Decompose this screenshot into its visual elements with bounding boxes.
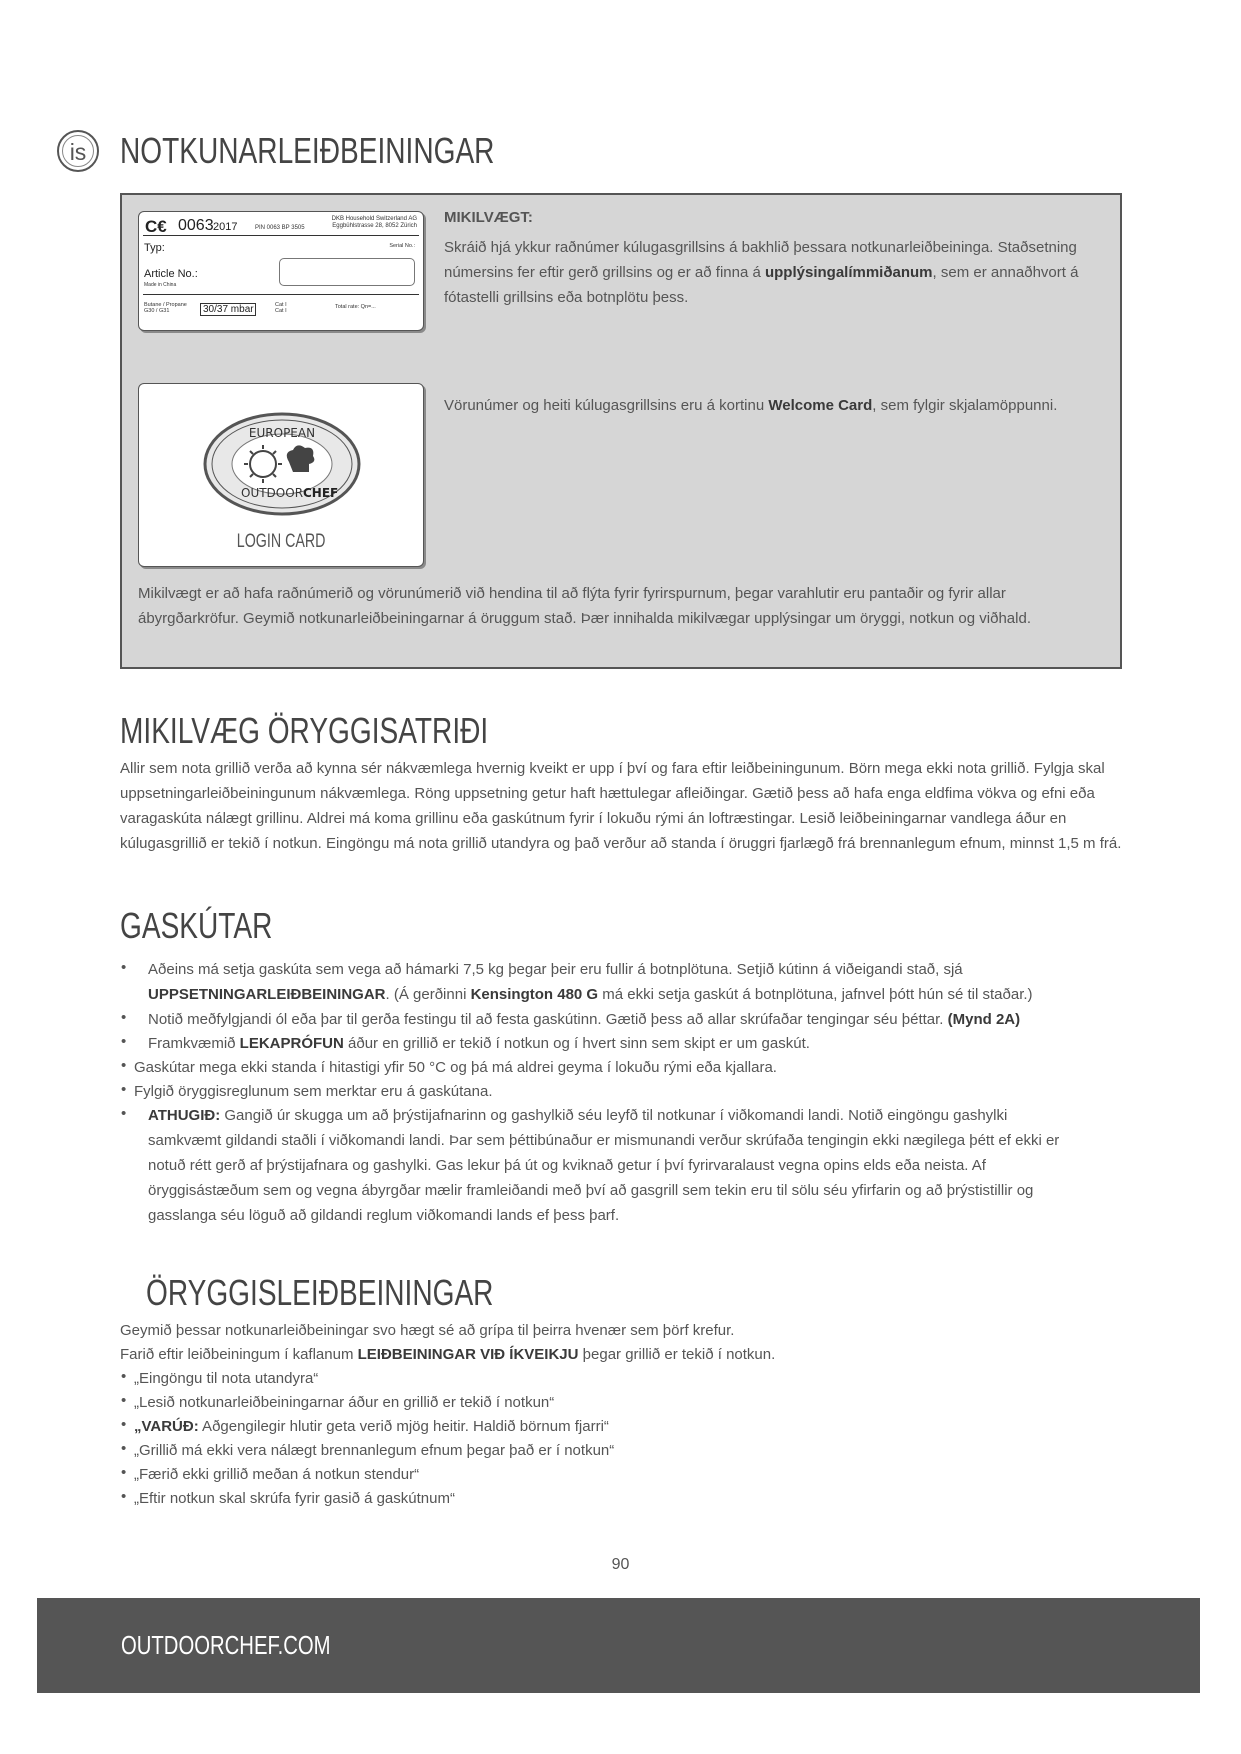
bullet-dot: •: [121, 1392, 127, 1409]
guideline-item-6: „Eftir notkun skal skrúfa fyrir gasið á gaskútnum“: [134, 1490, 455, 1507]
guidelines-p1: Geymið þessar notkunarleiðbeiningar svo hægt sé að grípa til þeirra hvenær sem þörf krefur.: [120, 1322, 735, 1339]
text: Gangið úr skugga um að þrýstijafnarinn og gashylkið séu leyfð til notkunar í viðkomandi landi. Notið eingöngu gashylki samkvæmt gildandi staðli í viðkomandi landi. Þar sem þéttibúnaður er mismunandi verður skrúfaða tengingin ekki nægilega þétt ef ekki er notuð rétt gerð af þrýstijafnara og gashylki. Gas lekur þá út og kviknað getur í því fyrirvaralaust vegna opins elds eða neista. Af öryggisástæðum sem og vegna ábyrgðar mælir framleiðandi með því að gasgrill sem tekin eru til sölu séu yfirfarin og að þrýstistillir og gasslanga séu löguð að gildandi reglum viðkomandi lands ef þess þarf.: [148, 1107, 1060, 1224]
bullet-dot: •: [121, 1368, 127, 1385]
ce-number: 0063: [178, 217, 214, 234]
bold-text: LEIÐBEININGAR VIÐ ÍKVEIKJU: [357, 1346, 579, 1363]
label-pin: PIN 0063 BP 3505: [255, 225, 305, 231]
guideline-item-5: „Færið ekki grillið meðan á notkun stendur“: [134, 1466, 420, 1483]
product-label-card: [138, 211, 424, 331]
bold-text: „VARÚÐ:: [134, 1418, 199, 1435]
label-category: [275, 302, 287, 314]
login-card-label: [139, 531, 423, 553]
text: Vörunúmer og heiti kúlugasgrillsins eru á kortinu: [444, 397, 769, 414]
bold-text: UPPSETNINGARLEIÐBEININGAR: [148, 986, 386, 1003]
outdoorchef-logo-icon: [203, 412, 361, 516]
important-info-box: [120, 193, 1122, 669]
label-typ: Typ:: [144, 242, 165, 254]
language-badge: [57, 130, 99, 172]
label-serial: Serial No.:: [389, 243, 415, 249]
keep-instructions-text: Mikilvægt er að hafa raðnúmerið og vörunúmerið við hendina til að flýta fyrir fyrirspurnum, þegar varahlutir eru pantaðir og fyrir allar ábyrgðarkröfur. Geymið notkunarleiðbeiningarnar á öruggum stað. Þær innihalda mikilvægar upplýsingar um öryggi, notkun og viðhald.: [138, 585, 1031, 627]
bullet-dot: •: [121, 1033, 127, 1050]
bullet-dot: •: [121, 1464, 127, 1481]
bullet-dot: •: [121, 1009, 127, 1026]
text: . (Á gerðinni: [385, 986, 471, 1003]
category-line: Cat I: [275, 308, 287, 314]
guidelines-p2: [120, 1342, 1120, 1367]
gas-title: GASKÚTAR: [120, 905, 273, 946]
bullet-dot: •: [121, 1105, 127, 1122]
bold-text: ATHUGIÐ:: [148, 1107, 221, 1124]
login-label-text: LOGIN CARD: [236, 531, 326, 552]
guideline-item-1: „Eingöngu til nota utandyra“: [134, 1370, 319, 1387]
gas-bullet-3: [148, 1031, 1108, 1056]
category-line: Cat I: [275, 302, 287, 308]
logo-bottom-text: OUTDOOR: [241, 486, 304, 500]
bold-text: upplýsingalímmiðanum: [764, 264, 933, 281]
gas-bullet-1: [148, 957, 1078, 1007]
bold-text: LEKAPRÓFUN: [239, 1035, 344, 1052]
guideline-item-3: [134, 1414, 609, 1439]
ce-mark-icon: C€: [145, 217, 167, 236]
text: áður en grillið er tekið í notkun og í hvert sinn sem skipt er um gaskút.: [343, 1035, 810, 1052]
footer-bar: [37, 1598, 1200, 1693]
safety-text: Allir sem nota grillið verða að kynna sér nákvæmlega hvernig kveikt er upp í því og fara eftir leiðbeiningunum. Börn mega ekki nota grillið. Fylgja skal uppsetningarleiðbeiningunum nákvæmlega. Röng uppsetning getur haft hættulegar afleiðingar. Gætið þess að hafa enga eldfima vökva og efni eða varagaskúta nálægt grillinu. Aldrei má koma grillinu eða gaskútnum fyrir í lokuðu rými án loftræstingar. Lesið leiðbeiningarnar vandlega áður en kúlugasgrillið er tekið í notkun. Eingöngu má nota grillið utandyra og það verður að standa í öruggri fjarlægð frá brennanlegum efnum, minnst 1,5 m frá.: [120, 760, 1122, 852]
bullet-dot: •: [121, 1057, 127, 1074]
page-number: 90: [611, 1556, 630, 1573]
text: , sem er annaðhvort á fótastelli grillsins eða botnplötu þess.: [444, 264, 1079, 306]
label-pressure: 30/37 mbar: [200, 303, 256, 316]
bullet-dot: •: [121, 1488, 127, 1505]
text: Skráið hjá ykkur raðnúmer kúlugasgrillsins á bakhlið þessara notkunarleiðbeininga. Staðsetning númersins fer eftir gerð grillsins og er að finna á: [444, 239, 1077, 281]
bold-text: Welcome Card: [768, 397, 873, 414]
label-article: Article No.:: [144, 268, 198, 280]
login-card: [138, 383, 424, 567]
label-year: 2017: [213, 221, 238, 233]
bold-text: (Mynd 2A): [947, 1011, 1021, 1028]
important-heading: MIKILVÆGT:: [444, 209, 533, 226]
gas-category-line: G30 / G31: [144, 308, 170, 314]
bullet-dot: •: [121, 1416, 127, 1433]
manufacturer-address: Eggbühlstrasse 28, 8052 Zürich: [332, 223, 417, 229]
bullet-dot: •: [121, 959, 127, 976]
gas-bullet-2: [148, 1007, 1108, 1032]
logo-top-text: EUROPEAN: [248, 426, 316, 440]
bold-text: Kensington 480 G: [470, 986, 599, 1003]
label-divider: [143, 294, 419, 295]
text: þegar grillið er tekið í notkun.: [578, 1346, 776, 1363]
guideline-item-2: „Lesið notkunarleiðbeiningarnar áður en grillið er tekið í notkun“: [134, 1394, 555, 1411]
serial-info-text: [444, 235, 1104, 310]
gas-type-line: Butane / Propane: [144, 302, 187, 308]
label-top-row: [143, 216, 419, 236]
text: Aðgengilegir hlutir geta verið mjög heitir. Haldið börnum fjarri“: [198, 1418, 609, 1435]
language-code: is: [69, 139, 87, 165]
safety-title: MIKILVÆG ÖRYGGISATRIÐI: [120, 710, 489, 751]
guideline-item-4: „Grillið má ekki vera nálægt brennanlegum efnum þegar það er í notkun“: [134, 1442, 615, 1459]
logo-bottom-bold: CHEF: [303, 486, 339, 500]
label-manufacturer: [307, 216, 417, 230]
guidelines-title: ÖRYGGISLEIÐBEININGAR: [146, 1272, 494, 1313]
page-title: NOTKUNARLEIÐBEININGAR: [120, 130, 495, 171]
label-total-rate: Total rate: Qn=...: [335, 304, 376, 310]
welcome-card-text: [444, 393, 1104, 418]
bullet-dot: •: [121, 1081, 127, 1098]
footer-website-link[interactable]: OUTDOORCHEF.COM: [121, 1630, 331, 1660]
gas-bullet-6: [148, 1103, 1078, 1228]
gas-bullet-5: Fylgið öryggisreglunum sem merktar eru á gaskútana.: [134, 1083, 493, 1100]
text: má ekki setja gaskút á botnplötuna, jafnvel þótt hún sé til staðar.): [598, 986, 1033, 1003]
manufacturer-line: DKB Household Switzerland AG: [331, 216, 417, 222]
serial-number-box: [279, 258, 415, 286]
text: Farið eftir leiðbeiningum í kaflanum: [120, 1346, 358, 1363]
label-gas-type: [144, 302, 187, 314]
text: Aðeins má setja gaskúta sem vega að hámarki 7,5 kg þegar þeir eru fullir á botnplötuna. Setjið kútinn á viðeigandi stað, sjá: [148, 961, 963, 978]
label-made-in: Made in China: [144, 282, 177, 288]
text: Notið meðfylgjandi ól eða þar til gerða festingu til að festa gaskútinn. Gætið þess að allar skrúfaðar tengingar séu þéttar.: [148, 1011, 948, 1028]
text: Framkvæmið: [148, 1035, 240, 1052]
text: , sem fylgir skjalamöppunni.: [872, 397, 1058, 414]
bullet-dot: •: [121, 1440, 127, 1457]
gas-bullet-4: Gaskútar mega ekki standa í hitastigi yfir 50 °C og þá má aldrei geyma í lokuðu rými eða kjallara.: [134, 1059, 777, 1076]
